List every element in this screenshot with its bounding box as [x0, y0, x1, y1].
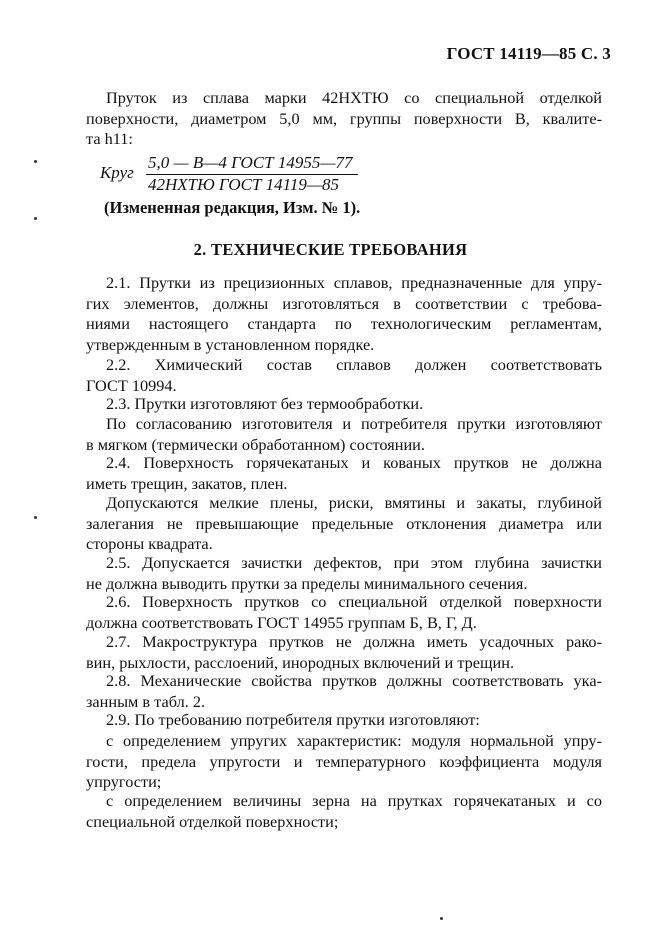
formula-numerator: 5,0 — В—4 ГОСТ 14955—77	[148, 153, 353, 172]
text-line: гости, предела упругости и температурного коэффициента модуля	[86, 751, 602, 771]
text-line: вин, рыхлости, расслоений, инородных включений и трещин.	[86, 652, 515, 672]
text-line: занным в табл. 2.	[86, 691, 206, 711]
section-title: 2. ТЕХНИЧЕСКИЕ ТРЕБОВАНИЯ	[193, 240, 468, 259]
text-line: 2.1. Прутки из прецизионных сплавов, предназначенные для упру-	[106, 273, 602, 292]
formula-denominator: 42НХТЮ ГОСТ 14119—85	[148, 175, 340, 194]
text-line: 2.2. Химический состав сплавов должен соответствовать	[106, 355, 602, 374]
paragraph-p2-3b	[86, 414, 602, 455]
paragraph-p2-8	[86, 671, 602, 712]
text-line: 2.3. Прутки изготовляют без термообработки.	[106, 394, 424, 413]
text-line: 2.9. По требованию потребителя прутки изготовляют:	[106, 710, 480, 729]
text-line: гих элементов, должны изготовляться в соответствии с требова-	[86, 293, 602, 313]
scan-speck	[440, 917, 443, 920]
page-header: ГОСТ 14119—85 С. 3	[446, 44, 611, 63]
text-line: должна соответствовать ГОСТ 14955 группам Б, В, Г, Д.	[86, 612, 477, 632]
text-line: 2.4. Поверхность горячекатаных и кованых прутков не должна	[106, 453, 602, 472]
paragraph-p2-9a	[86, 731, 602, 793]
text-line: стороны квадрата.	[86, 534, 213, 553]
amendment-note: (Измененная редакция, Изм. № 1).	[104, 198, 361, 217]
text-line: 2.8. Механические свойства прутков должны соответствовать ука-	[106, 671, 602, 690]
paragraph-p2-9	[86, 710, 602, 731]
scan-speck	[34, 160, 37, 163]
paragraph-p2-6	[86, 592, 602, 633]
paragraph-p2-9b	[86, 791, 602, 832]
text-line: 2.6. Поверхность прутков со специальной отделкой поверхности	[106, 592, 602, 611]
paragraph-p2-5	[86, 553, 602, 594]
intro-paragraph: Пруток из сплава марки 42НХТЮ со специальной отделкой поверхности, диаметром 5,0 мм, группы поверхности В, квалите- та h11:	[86, 88, 602, 148]
text-line: с определением упругих характеристик: модуля нормальной упру-	[106, 731, 602, 750]
text-line: ГОСТ 10994.	[86, 375, 177, 395]
text-line: залегания не превышающие предельные отклонения диаметра или	[86, 513, 602, 533]
text-line: упругости;	[86, 772, 162, 791]
paragraph-p2-4b	[86, 493, 602, 555]
text-line: По согласованию изготовителя и потребителя прутки изготовляют	[106, 414, 602, 433]
paragraph-p2-1	[86, 273, 602, 355]
scan-speck	[34, 516, 37, 519]
text-line: иметь трещин, закатов, плен.	[86, 473, 288, 493]
text-line: утвержденным в установленном порядке.	[86, 334, 375, 354]
text-line: в мягком (термически обработанном) состоянии.	[86, 434, 425, 454]
paragraph-p2-3	[86, 394, 602, 415]
text-line: с определением величины зерна на прутках горячекатаных и со	[106, 791, 602, 810]
text-line: 2.7. Макроструктура прутков не должна иметь усадочных рако-	[106, 632, 602, 651]
scan-speck	[34, 217, 37, 220]
text-line: Допускаются мелкие плены, риски, вмятины и закаты, глубиной	[106, 493, 602, 512]
paragraph-p2-2	[86, 355, 602, 396]
paragraph-p2-7	[86, 632, 602, 673]
text-line: 2.5. Допускается зачистки дефектов, при этом глубина зачистки	[106, 553, 602, 572]
text-line: специальной отделкой поверхности;	[86, 811, 339, 831]
text-line: не должна выводить прутки за пределы минимального сечения.	[86, 573, 528, 593]
formula-label: Круг	[100, 163, 134, 182]
text-line: ниями настоящего стандарта по технологическим регламентам,	[86, 314, 602, 333]
paragraph-p2-4	[86, 453, 602, 494]
